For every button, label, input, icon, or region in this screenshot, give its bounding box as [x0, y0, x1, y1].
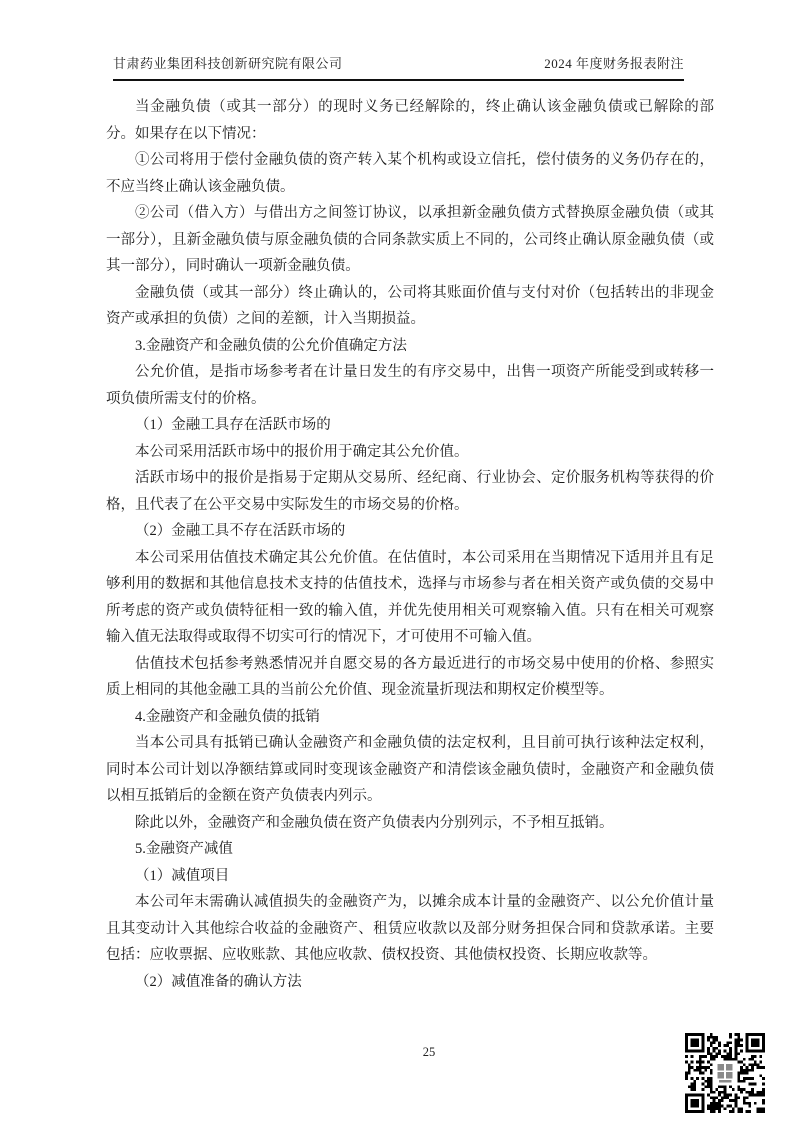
- sub-heading: （2）金融工具不存在活跃市场的: [135, 523, 346, 539]
- paragraph: ①公司将用于偿付金融负债的资产转入某个机构或设立信托，偿付债务的义务仍存在的，不应当终止确认该金融负债。: [106, 152, 714, 195]
- page-header: [113, 53, 684, 81]
- paragraph: 公允价值，是指市场参考者在计量日发生的有序交易中，出售一项资产所能受到或转移一项负债所需支付的价格。: [106, 364, 714, 407]
- paragraph: 本公司采用估值技术确定其公允价值。在估值时，本公司采用在当期情况下适用并且有足够利用的数据和其他信息技术支持的估值技术，选择与市场参与者在相关资产或负债的交易中所考虑的资产或负债特征相一致的输入值，并优先使用相关可观察输入值。只有在相关可观察输入值无法取得或取得不切实可行的情况下，才可使用不可输入值。: [106, 549, 714, 645]
- page-number: 25: [422, 1045, 436, 1059]
- section-heading: 4.金融资产和金融负债的抵销: [135, 708, 320, 725]
- paragraph: 估值技术包括参考熟悉情况并自愿交易的各方最近进行的市场交易中使用的价格、参照实质上相同的其他金融工具的当前公允价值、现金流量折现法和期权定价模型等。: [106, 655, 714, 698]
- sub-heading: （1）减值项目: [135, 867, 230, 884]
- paragraph: ②公司（借入方）与借出方之间签订协议，以承担新金融负债方式替换原金融负债（或其一部分），且新金融负债与原金融负债的合同条款实质上不同的，公司终止确认原金融负债（或其一部分），同时确认一项新金融负债。: [106, 205, 714, 274]
- sub-heading: （1）金融工具存在活跃市场的: [135, 417, 331, 433]
- paragraph: 金融负债（或其一部分）终止确认的，公司将其账面价值与支付对价（包括转出的非现金资产或承担的负债）之间的差额，计入当期损益。: [106, 284, 714, 327]
- paragraph: 活跃市场中的报价是指易于定期从交易所、经纪商、行业协会、定价服务机构等获得的价格，且代表了在公平交易中实际发生的市场交易的价格。: [106, 470, 714, 513]
- paragraph: 本公司年末需确认减值损失的金融资产为，以摊余成本计量的金融资产、以公允价值计量且其变动计入其他综合收益的金融资产、租赁应收款以及部分财务担保合同和贷款承诺。主要包括：应收票据、应收账款、其他应收款、债权投资、其他债权投资、长期应收款等。: [106, 894, 714, 963]
- section-heading: 3.金融资产和金融负债的公允价值确定方法: [135, 337, 407, 354]
- paragraph: 当金融负债（或其一部分）的现时义务已经解除的，终止确认该金融负债或已解除的部分。如果存在以下情况：: [106, 99, 714, 142]
- header-company-name: 甘肃药业集团科技创新研究院有限公司: [113, 56, 343, 71]
- sub-heading: （2）减值准备的确认方法: [135, 973, 302, 990]
- paragraph: 本公司采用活跃市场中的报价用于确定其公允价值。: [135, 443, 469, 460]
- section-heading: 5.金融资产减值: [135, 841, 233, 857]
- header-doc-title: 2024 年度财务报表附注: [544, 56, 684, 71]
- qr-code-image: [685, 1033, 765, 1113]
- paragraph: 当本公司具有抵销已确认金融资产和金融负债的法定权利，且目前可执行该种法定权利，同时本公司计划以净额结算或同时变现该金融资产和清偿该金融负债时，金融资产和金融负债以相互抵销后的金额在资产负债表内列示。: [106, 735, 714, 804]
- document-body: [106, 94, 714, 995]
- paragraph: 除此以外，金融资产和金融负债在资产负债表内分别列示，不予相互抵销。: [135, 814, 614, 831]
